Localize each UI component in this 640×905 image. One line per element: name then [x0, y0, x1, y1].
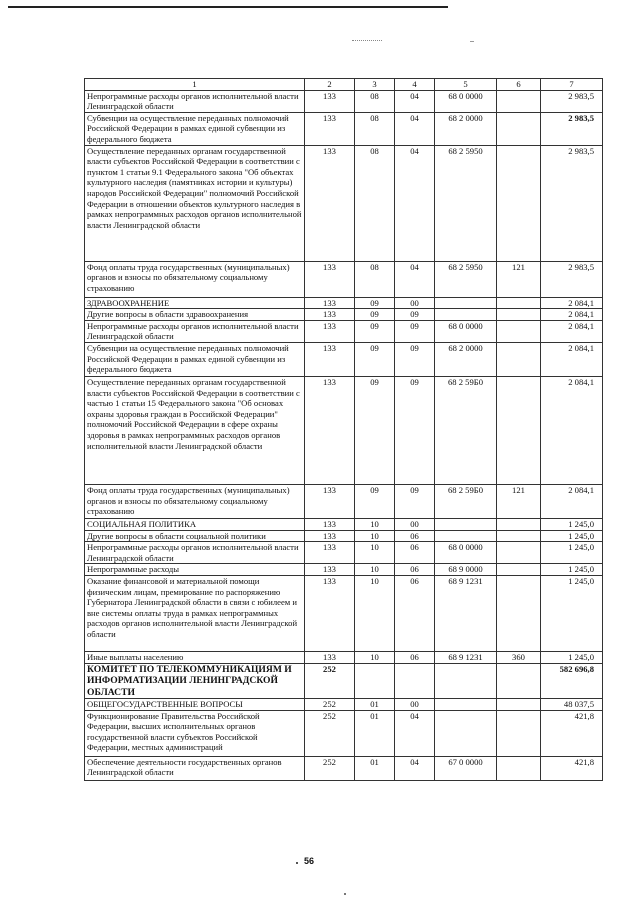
row-name-cell: Оказание финансовой и материальной помощи физическим лицам, премирование по распоряжению Губернатора Ленинградской области в связи с юбилеем и вне системы оплаты труда в рамках непрограммных расходов органов исполнительной власти Ленинградской области [85, 575, 305, 651]
row-subsection-cell: 04 [395, 756, 435, 780]
row-type-cell [497, 699, 541, 711]
table-row [85, 564, 603, 576]
top-rule [8, 6, 448, 8]
scan-artifact [296, 862, 298, 864]
table-row [85, 575, 603, 651]
row-code-cell: 252 [305, 756, 355, 780]
row-section-cell: 01 [355, 710, 395, 756]
row-amount-cell: 1 245,0 [541, 575, 603, 651]
row-section-cell: 10 [355, 530, 395, 542]
row-amount-cell: 2 983,5 [541, 261, 603, 297]
row-subsection-cell: 06 [395, 575, 435, 651]
row-target-cell: 68 9 1231 [435, 575, 497, 651]
table-row [85, 112, 603, 145]
row-name-cell: Субвенции на осуществление переданных полномочий Российской Федерации в рамках единой субвенции из федерального бюджета [85, 112, 305, 145]
row-target-cell [435, 297, 497, 309]
row-code-cell: 133 [305, 90, 355, 112]
header-cell: 7 [541, 79, 603, 91]
row-code-cell: 133 [305, 518, 355, 530]
row-type-cell [497, 342, 541, 376]
row-subsection-cell: 00 [395, 518, 435, 530]
header-row [85, 79, 603, 91]
row-type-cell [497, 518, 541, 530]
row-amount-cell: 1 245,0 [541, 564, 603, 576]
row-code-cell: 133 [305, 112, 355, 145]
row-target-cell [435, 309, 497, 321]
row-type-cell [497, 756, 541, 780]
row-code-cell: 133 [305, 309, 355, 321]
header-cell: 4 [395, 79, 435, 91]
row-amount-cell: 2 084,1 [541, 342, 603, 376]
row-subsection-cell [395, 663, 435, 699]
row-code-cell: 252 [305, 663, 355, 699]
row-type-cell [497, 320, 541, 342]
row-subsection-cell: 09 [395, 484, 435, 518]
row-code-cell: 133 [305, 484, 355, 518]
table-row [85, 542, 603, 564]
row-subsection-cell: 09 [395, 309, 435, 321]
row-section-cell: 09 [355, 297, 395, 309]
table-row [85, 342, 603, 376]
row-code-cell: 133 [305, 564, 355, 576]
row-code-cell: 133 [305, 342, 355, 376]
row-section-cell: 10 [355, 564, 395, 576]
row-subsection-cell: 06 [395, 530, 435, 542]
row-section-cell: 09 [355, 342, 395, 376]
scan-artifact [344, 893, 346, 895]
row-section-cell: 08 [355, 90, 395, 112]
table-row [85, 663, 603, 699]
row-amount-cell: 2 983,5 [541, 90, 603, 112]
row-target-cell: 68 9 1231 [435, 651, 497, 663]
row-section-cell: 01 [355, 699, 395, 711]
row-type-cell [497, 297, 541, 309]
row-section-cell: 08 [355, 145, 395, 261]
row-section-cell: 10 [355, 575, 395, 651]
table-row [85, 309, 603, 321]
row-target-cell: 68 2 5950 [435, 145, 497, 261]
row-target-cell: 68 0 0000 [435, 320, 497, 342]
table-row [85, 699, 603, 711]
row-target-cell [435, 530, 497, 542]
row-name-cell: Осуществление переданных органам государственной власти субъектов Российской Федерации в соответствии с пунктом 1 статьи 9.1 Федерального закона "Об объектах культурного наследия (памятниках истории и культуры) народов Российской Федерации" полномочий Российской Федерации в отношении объектов культурного наследия в рамках непрограммных расходов органов исполнительной власти Ленинградской области [85, 145, 305, 261]
header-cell: 5 [435, 79, 497, 91]
header-cell: 3 [355, 79, 395, 91]
table-row [85, 320, 603, 342]
row-name-cell: Другие вопросы в области здравоохранения [85, 309, 305, 321]
row-target-cell: 67 0 0000 [435, 756, 497, 780]
row-type-cell [497, 376, 541, 484]
row-name-cell: СОЦИАЛЬНАЯ ПОЛИТИКА [85, 518, 305, 530]
row-amount-cell: 2 084,1 [541, 297, 603, 309]
row-amount-cell: 2 084,1 [541, 484, 603, 518]
row-section-cell: 01 [355, 756, 395, 780]
row-type-cell [497, 564, 541, 576]
row-section-cell: 08 [355, 261, 395, 297]
row-type-cell [497, 530, 541, 542]
header-cell: 1 [85, 79, 305, 91]
row-type-cell [497, 90, 541, 112]
row-subsection-cell: 06 [395, 651, 435, 663]
table-row [85, 651, 603, 663]
table-row [85, 518, 603, 530]
row-target-cell: 68 2 59Б0 [435, 376, 497, 484]
row-section-cell [355, 663, 395, 699]
row-subsection-cell: 09 [395, 320, 435, 342]
row-name-cell: Иные выплаты населению [85, 651, 305, 663]
row-name-cell: Другие вопросы в области социальной политики [85, 530, 305, 542]
row-type-cell [497, 145, 541, 261]
row-name-cell: Осуществление переданных органам государственной власти субъектов Российской Федерации в соответствии с частью 1 статьи 15 Федерального закона "Об основах охраны здоровья граждан в Российской Федерации" полномочий Российской Федерации в сфере охраны здоровья в рамках непрограммных расходов органов исполнительной власти Ленинградской области [85, 376, 305, 484]
row-code-cell: 133 [305, 145, 355, 261]
row-amount-cell: 2 084,1 [541, 309, 603, 321]
row-subsection-cell: 04 [395, 710, 435, 756]
row-type-cell [497, 575, 541, 651]
row-subsection-cell: 09 [395, 342, 435, 376]
row-target-cell [435, 710, 497, 756]
row-name-cell: Обеспечение деятельности государственных органов Ленинградской области [85, 756, 305, 780]
row-amount-cell: 1 245,0 [541, 651, 603, 663]
row-target-cell [435, 663, 497, 699]
row-name-cell: Непрограммные расходы [85, 564, 305, 576]
row-type-cell [497, 542, 541, 564]
row-section-cell: 08 [355, 112, 395, 145]
row-subsection-cell: 04 [395, 90, 435, 112]
page-number: 56 [304, 856, 315, 866]
row-code-cell: 133 [305, 261, 355, 297]
row-code-cell: 133 [305, 297, 355, 309]
row-amount-cell: 421,8 [541, 756, 603, 780]
row-subsection-cell: 04 [395, 112, 435, 145]
table-row [85, 376, 603, 484]
row-amount-cell: 1 245,0 [541, 542, 603, 564]
table-row [85, 756, 603, 780]
row-amount-cell: 582 696,8 [541, 663, 603, 699]
row-section-cell: 10 [355, 518, 395, 530]
row-target-cell: 68 2 59Б0 [435, 484, 497, 518]
table-row [85, 145, 603, 261]
header-cell: 6 [497, 79, 541, 91]
row-amount-cell: 48 037,5 [541, 699, 603, 711]
row-amount-cell: 2 084,1 [541, 376, 603, 484]
row-subsection-cell: 00 [395, 297, 435, 309]
row-subsection-cell: 04 [395, 261, 435, 297]
row-subsection-cell: 04 [395, 145, 435, 261]
row-subsection-cell: 09 [395, 376, 435, 484]
row-amount-cell: 2 983,5 [541, 145, 603, 261]
row-name-cell: Функционирование Правительства Российской Федерации, высших исполнительных органов государственной власти субъектов Российской Федерации, местных администраций [85, 710, 305, 756]
row-section-cell: 09 [355, 309, 395, 321]
row-type-cell [497, 309, 541, 321]
row-amount-cell: 421,8 [541, 710, 603, 756]
row-target-cell: 68 2 0000 [435, 342, 497, 376]
row-section-cell: 09 [355, 484, 395, 518]
row-amount-cell: 2 983,5 [541, 112, 603, 145]
row-target-cell [435, 699, 497, 711]
row-name-cell: ЗДРАВООХРАНЕНИЕ [85, 297, 305, 309]
row-section-cell: 09 [355, 320, 395, 342]
row-section-cell: 09 [355, 376, 395, 484]
table-row [85, 90, 603, 112]
row-code-cell: 133 [305, 575, 355, 651]
row-type-cell [497, 663, 541, 699]
table-row [85, 261, 603, 297]
scan-artifact [470, 41, 474, 42]
row-section-cell: 10 [355, 651, 395, 663]
table-row [85, 484, 603, 518]
row-target-cell: 68 2 0000 [435, 112, 497, 145]
row-subsection-cell: 06 [395, 564, 435, 576]
row-name-cell: Субвенции на осуществление переданных полномочий Российской Федерации в рамках единой субвенции из федерального бюджета [85, 342, 305, 376]
row-code-cell: 252 [305, 699, 355, 711]
row-target-cell [435, 518, 497, 530]
row-name-cell: КОМИТЕТ ПО ТЕЛЕКОММУНИКАЦИЯМ И ИНФОРМАТИЗАЦИИ ЛЕНИНГРАДСКОЙ ОБЛАСТИ [85, 663, 305, 699]
row-target-cell: 68 0 0000 [435, 90, 497, 112]
header-cell: 2 [305, 79, 355, 91]
row-target-cell: 68 0 0000 [435, 542, 497, 564]
row-code-cell: 252 [305, 710, 355, 756]
table-row [85, 710, 603, 756]
row-name-cell: Непрограммные расходы органов исполнительной власти Ленинградской области [85, 90, 305, 112]
table-row [85, 530, 603, 542]
row-name-cell: ОБЩЕГОСУДАРСТВЕННЫЕ ВОПРОСЫ [85, 699, 305, 711]
row-type-cell: 121 [497, 261, 541, 297]
scan-artifact [352, 40, 382, 42]
row-type-cell [497, 112, 541, 145]
row-code-cell: 133 [305, 376, 355, 484]
row-amount-cell: 2 084,1 [541, 320, 603, 342]
row-name-cell: Фонд оплаты труда государственных (муниципальных) органов и взносы по обязательному социальному страхованию [85, 261, 305, 297]
row-code-cell: 133 [305, 320, 355, 342]
row-target-cell: 68 9 0000 [435, 564, 497, 576]
row-code-cell: 133 [305, 651, 355, 663]
row-type-cell: 360 [497, 651, 541, 663]
row-section-cell: 10 [355, 542, 395, 564]
budget-table [84, 78, 603, 781]
row-subsection-cell: 06 [395, 542, 435, 564]
table-row [85, 297, 603, 309]
row-code-cell: 133 [305, 530, 355, 542]
row-subsection-cell: 00 [395, 699, 435, 711]
row-type-cell [497, 710, 541, 756]
row-target-cell: 68 2 5950 [435, 261, 497, 297]
row-code-cell: 133 [305, 542, 355, 564]
row-type-cell: 121 [497, 484, 541, 518]
row-amount-cell: 1 245,0 [541, 530, 603, 542]
row-name-cell: Непрограммные расходы органов исполнительной власти Ленинградской области [85, 542, 305, 564]
row-name-cell: Непрограммные расходы органов исполнительной власти Ленинградской области [85, 320, 305, 342]
row-amount-cell: 1 245,0 [541, 518, 603, 530]
row-name-cell: Фонд оплаты труда государственных (муниципальных) органов и взносы по обязательному социальному страхованию [85, 484, 305, 518]
